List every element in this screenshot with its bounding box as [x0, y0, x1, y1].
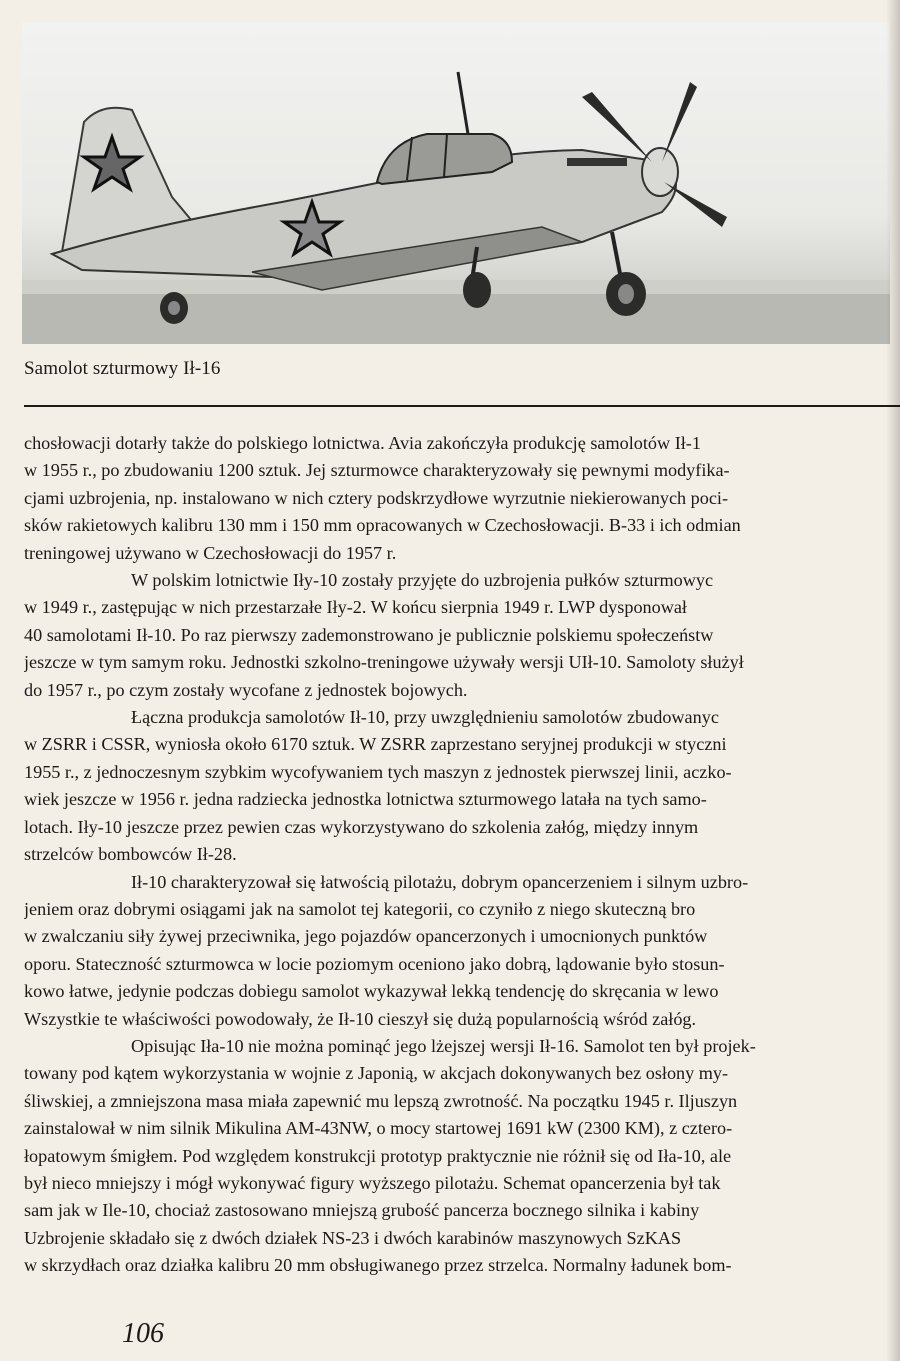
text-line: W polskim lotnictwie Iły-10 zostały przyjęte do uzbrojenia pułków szturmowyc — [131, 570, 714, 591]
paragraph — [24, 869, 900, 1033]
text-line: Łączna produkcja samolotów Ił-10, przy uwzględnieniu samolotów zbudowanyc — [131, 707, 719, 728]
text-line: łopatowym śmigłem. Pod względem konstrukcji prototyp praktycznie nie różnił się od Iła-10, ale — [24, 1145, 732, 1166]
body-text — [24, 430, 900, 1280]
text-line: 1955 r., z jednoczesnym szybkim wycofywaniem tych maszyn z jednostek pierwszej linii, aczko- — [24, 761, 732, 782]
page-number: 106 — [122, 1318, 164, 1349]
text-line: 40 samolotami Ił-10. Po raz pierwszy zademonstrowano je publicznie polskiemu społeczeństw — [24, 624, 714, 645]
text-line: w ZSRR i CSSR, wyniosła około 6170 sztuk. W ZSRR zaprzestano seryjnej produkcji w styczni — [24, 734, 727, 755]
text-line: w skrzydłach oraz działka kalibru 20 mm obsługiwanego przez strzelca. Normalny ładunek bom- — [24, 1255, 732, 1276]
text-line: oporu. Stateczność szturmowca w locie poziomym oceniono jako dobrą, lądowanie było stosun- — [24, 953, 725, 974]
text-line: chosłowacji dotarły także do polskiego lotnictwa. Avia zakończyła produkcję samolotów Ił-1 — [24, 433, 701, 453]
text-line: zainstalował w nim silnik Mikulina AM-43NW, o mocy startowej 1691 kW (2300 KM), z cztero- — [24, 1118, 733, 1139]
text-line: sków rakietowych kalibru 130 mm i 150 mm opracowanych w Czechosłowacji. B-33 i ich odmian — [24, 515, 741, 536]
text-line: Ił-10 charakteryzował się łatwością pilotażu, dobrym opancerzeniem i silnym uzbro- — [131, 871, 749, 892]
page-edge-shadow — [886, 0, 900, 1361]
text-line: strzelców bombowców Ił-28. — [24, 844, 237, 865]
section-divider — [24, 405, 900, 407]
text-line: w 1955 r., po zbudowaniu 1200 sztuk. Jej szturmowce charakteryzowały się pewnymi modyfika- — [24, 460, 730, 481]
text-line: towany pod kątem wykorzystania w wojnie z Japonią, w akcjach dokonywanych bez osłony my- — [24, 1063, 729, 1084]
paragraph — [24, 704, 900, 868]
text-line: w 1949 r., zastępując w nich przestarzałe Iły-2. W końcu sierpnia 1949 r. LWP dysponował — [24, 597, 687, 618]
text-line: jeniem oraz dobrymi osiągami jak na samolot tej kategorii, co czyniło z niego skuteczną bro — [24, 898, 696, 919]
paragraph — [24, 567, 900, 704]
text-line: był nieco mniejszy i mógł wykonywać figury wyższego pilotażu. Schemat opancerzenia był tak — [24, 1172, 721, 1193]
text-line: cjami uzbrojenia, np. instalowano w nich cztery podskrzydłowe wyrzutnie niekierowanych poci- — [24, 487, 729, 508]
text-line: do 1957 r., po czym zostały wycofane z jednostek bojowych. — [24, 679, 468, 700]
text-line: jeszcze w tym samym roku. Jednostki szkolno-treningowe używały wersji UIł-10. Samoloty służył — [24, 652, 744, 673]
photo-caption: Samolot szturmowy Ił-16 — [24, 358, 221, 379]
text-line: Wszystkie te właściwości powodowały, że Ił-10 cieszył się dużą popularnością wśród załóg. — [24, 1008, 697, 1029]
text-line: wiek jeszcze w 1956 r. jedna radziecka jednostka lotnictwa szturmowego latała na tych samo- — [24, 789, 707, 810]
text-line: treningowej używano w Czechosłowacji do 1957 r. — [24, 542, 397, 563]
text-line: sam jak w Ile-10, chociaż zastosowano mniejszą grubość pancerza bocznego silnika i kabiny — [24, 1200, 700, 1221]
text-line: Opisując Iła-10 nie można pominąć jego lżejszej wersji Ił-16. Samolot ten był projek- — [131, 1035, 756, 1056]
text-line: kowo łatwe, jedynie podczas dobiegu samolot wykazywał lekką tendencję do skręcania w lewo — [24, 981, 719, 1002]
paragraph — [24, 430, 900, 567]
il-16-aircraft-illustration — [22, 22, 890, 344]
text-line: Uzbrojenie składało się z dwóch działek NS-23 i dwóch karabinów maszynowych SzKAS — [24, 1227, 682, 1248]
text-line: w zwalczaniu siły żywej przeciwnika, jego pojazdów opancerzonych i umocnionych punktów — [24, 926, 708, 947]
text-line: lotach. Iły-10 jeszcze przez pewien czas wykorzystywano do szkolenia załóg, między innym — [24, 816, 699, 837]
paragraph — [24, 1033, 900, 1280]
text-line: śliwskiej, a zmniejszona masa miała zapewnić mu lepszą zwrotność. Na początku 1945 r. Iljuszyn — [24, 1090, 738, 1111]
aircraft-photo — [22, 22, 890, 344]
